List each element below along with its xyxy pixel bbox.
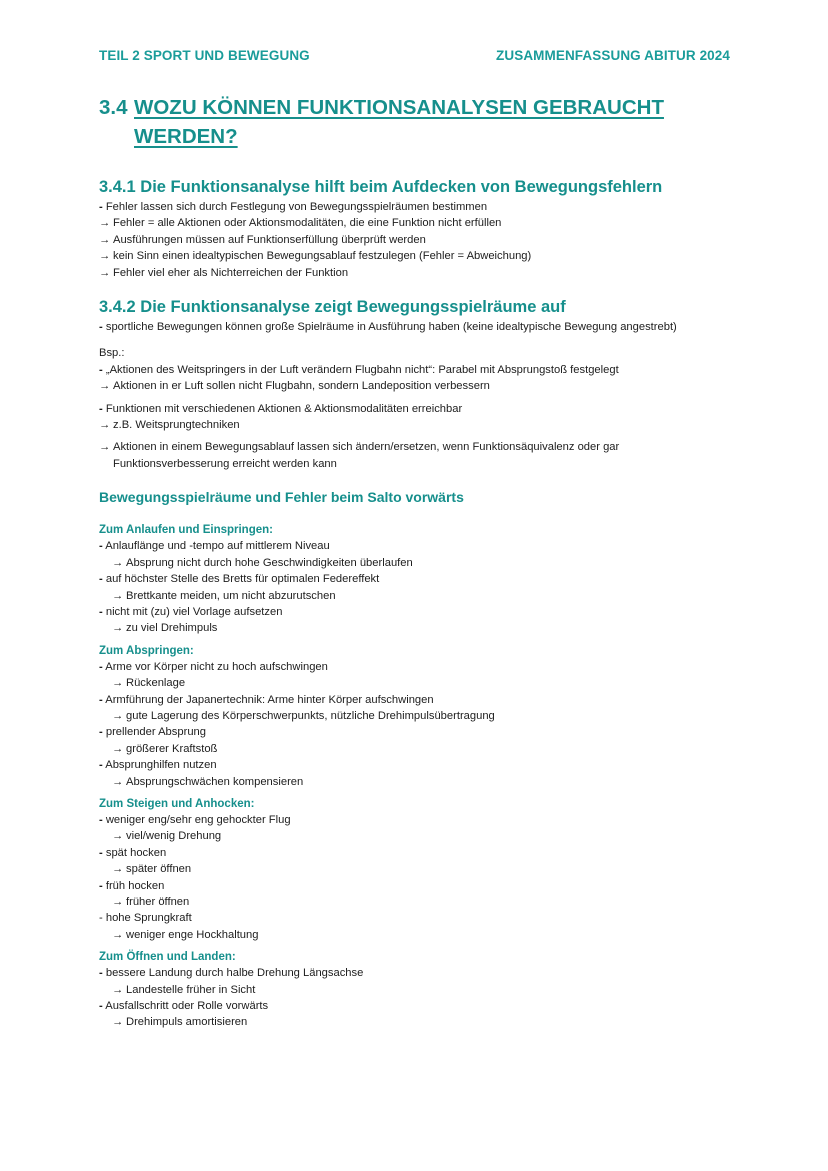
page-title-number: 3.4 [99,96,128,119]
salto-item: - Anlauflänge und -tempo auf mittlerem Niveau [99,540,330,553]
arrow-right-icon: → [112,928,124,941]
section1-line: - Fehler lassen sich durch Festlegung von Bewegungsspielräumen bestimmen [99,201,488,213]
arrow-right-icon: → [112,556,124,569]
arrow-right-icon: → [112,742,124,755]
salto-item-result: → Absprung nicht durch hohe Geschwindigkeiten überlaufen [99,555,730,571]
page-title [99,93,730,151]
equivalence-line: → Aktionen in einem Bewegungsablauf lassen sich ändern/ersetzen, wenn Funktionsäquivalenz oder gar Funktionsverbesserung erreicht werden kann [99,441,620,470]
salto-item-result: → zu viel Drehimpuls [99,620,730,636]
salto-item-result: → viel/wenig Drehung [99,828,730,844]
salto-item: - Armführung der Japanertechnik: Arme hinter Körper aufschwingen [99,693,434,706]
arrow-right-icon: → [99,266,111,279]
header-right: ZUSAMMENFASSUNG ABITUR 2024 [496,48,730,63]
salto-item: - Arme vor Körper nicht zu hoch aufschwingen [99,660,328,673]
header-left: TEIL 2 SPORT UND BEWEGUNG [99,48,310,63]
salto-item-result: → Absprungschwächen kompensieren [99,774,730,790]
section1-line: → Fehler viel eher als Nichterreichen der Funktion [99,265,730,281]
section2-intro: - sportliche Bewegungen können große Spielräume in Ausführung haben (keine idealtypische Bewegung angestrebt) [99,321,677,334]
arrow-right-icon: → [99,233,111,246]
example-label: Bsp.: [99,347,125,360]
arrow-right-icon: → [112,775,124,788]
section1-line: → Fehler = alle Aktionen oder Aktionsmodalitäten, die eine Funktion nicht erfüllen [99,215,730,231]
section-heading-3-4-1: 3.4.1 Die Funktionsanalyse hilft beim Aufdecken von Bewegungsfehlern [99,178,663,196]
example-line: - „Aktionen des Weitspringers in der Luft verändern Flugbahn nicht“: Parabel mit Absprungstoß festgelegt [99,363,619,376]
arrow-right-icon: → [112,830,124,843]
functions-line: - Funktionen mit verschiedenen Aktionen & Aktionsmodalitäten erreichbar [99,402,463,415]
arrow-right-icon: → [112,589,124,602]
arrow-right-icon: → [112,622,124,635]
salto-item: - nicht mit (zu) viel Vorlage aufsetzen [99,605,283,618]
salto-item: - weniger eng/sehr eng gehockter Flug [99,813,291,826]
salto-item-result: → Rückenlage [99,675,730,691]
salto-item: - hohe Sprungkraft [99,912,192,925]
arrow-right-icon: → [99,250,111,263]
section-heading-3-4-2: 3.4.2 Die Funktionsanalyse zeigt Bewegungsspielräume auf [99,298,566,317]
salto-item-result: → später öffnen [99,861,730,877]
salto-item: - früh hocken [99,879,165,892]
salto-item-result: → größerer Kraftstoß [99,741,730,757]
arrow-right-icon: → [112,896,124,908]
salto-group-title: Zum Steigen und Anhocken: [99,797,255,810]
salto-group-title: Zum Anlaufen und Einspringen: [99,524,273,537]
salto-item-result: → Landestelle früher in Sicht [99,982,730,998]
arrow-right-icon: → [112,983,124,996]
salto-item-result: → früher öffnen [99,894,730,910]
salto-item: - Absprunghilfen nutzen [99,759,217,772]
salto-item-result: → Brettkante meiden, um nicht abzurutschen [99,588,730,604]
example-line: → Aktionen in er Luft sollen nicht Flugbahn, sondern Landeposition verbessern [99,378,730,394]
arrow-right-icon: → [99,441,111,454]
salto-item: - spät hocken [99,846,167,859]
salto-group-title: Zum Abspringen: [99,644,194,657]
arrow-right-icon: → [112,709,124,722]
arrow-right-icon: → [112,677,124,690]
section1-line: → kein Sinn einen idealtypischen Bewegungsablauf festzulegen (Fehler = Abweichung) [99,248,730,264]
page-title-text: WOZU KÖNNEN FUNKTIONSANALYSEN GEBRAUCHT WERDEN? [134,96,664,148]
salto-group-title: Zum Öffnen und Landen: [99,951,236,964]
arrow-right-icon: → [112,1016,124,1029]
arrow-right-icon: → [99,380,111,393]
salto-item-result: → weniger enge Hockhaltung [99,927,730,943]
arrow-right-icon: → [99,419,111,432]
salto-item: - auf höchster Stelle des Bretts für optimalen Federeffekt [99,573,380,586]
page-header [99,48,730,63]
salto-item-result: → gute Lagerung des Körperschwerpunkts, nützliche Drehimpulsübertragung [99,708,730,724]
functions-line: → z.B. Weitsprungtechniken [99,417,730,433]
arrow-right-icon: → [112,863,124,876]
salto-item: - prellender Absprung [99,726,206,739]
section1-line: → Ausführungen müssen auf Funktionserfüllung überprüft werden [99,232,730,248]
salto-item-result: → Drehimpuls amortisieren [99,1014,730,1030]
arrow-right-icon: → [99,217,111,230]
salto-item: - Ausfallschritt oder Rolle vorwärts [99,1000,269,1013]
salto-item: - bessere Landung durch halbe Drehung Längsachse [99,967,364,980]
salto-heading: Bewegungsspielräume und Fehler beim Salto vorwärts [99,489,464,506]
